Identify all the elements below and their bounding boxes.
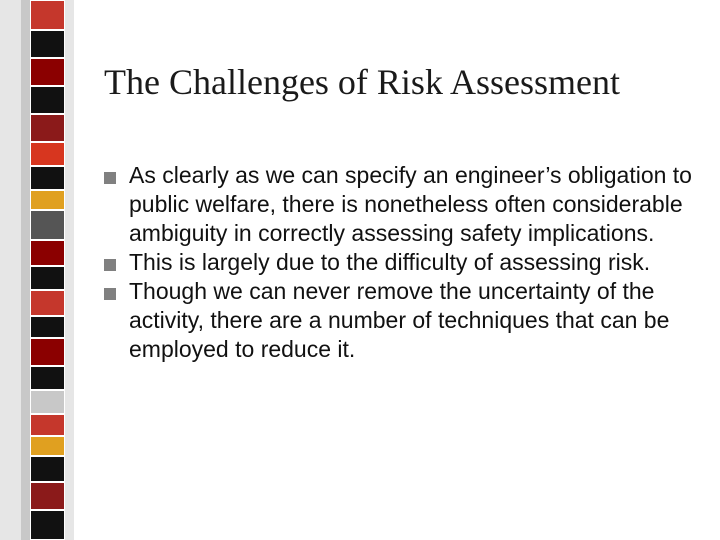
stripe-block: [30, 86, 65, 114]
stripe-block: [30, 210, 65, 240]
stripe-block: [30, 338, 65, 366]
stripe-block: [30, 266, 65, 290]
stripe-block: [30, 114, 65, 142]
stripe-block: [30, 190, 65, 210]
bullet-item: [104, 277, 704, 364]
square-bullet-icon: [104, 172, 116, 184]
stripe-block: [30, 390, 65, 414]
stripe-block: [30, 0, 65, 30]
stripe-block: [30, 290, 65, 316]
slide-title: The Challenges of Risk Assessment: [104, 62, 620, 102]
bullet-item: [104, 161, 704, 248]
stripe-block: [30, 30, 65, 58]
bullet-text: As clearly as we can specify an engineer’s obligation to public welfare, there is nonetheless often considerable ambiguity in correctly assessing safety implications.: [129, 162, 692, 246]
square-bullet-icon: [104, 259, 116, 271]
stripe-block: [30, 316, 65, 338]
square-bullet-icon: [104, 288, 116, 300]
stripe-block: [30, 240, 65, 266]
stripe-block: [30, 436, 65, 456]
stripe-block: [30, 166, 65, 190]
stripe-block: [30, 414, 65, 436]
stripe-block: [30, 482, 65, 510]
stripe-block: [30, 510, 65, 540]
bullet-list: [104, 161, 704, 364]
bullet-text: This is largely due to the difficulty of assessing risk.: [129, 249, 651, 275]
decorative-stripe: [0, 0, 74, 540]
bullet-item: [104, 248, 704, 277]
stripe-block: [30, 58, 65, 86]
stripe-block: [30, 142, 65, 166]
bullet-text: Though we can never remove the uncertainty of the activity, there are a number of techniques that can be employed to reduce it.: [129, 278, 670, 362]
stripe-block: [30, 366, 65, 390]
stripe-block: [30, 456, 65, 482]
